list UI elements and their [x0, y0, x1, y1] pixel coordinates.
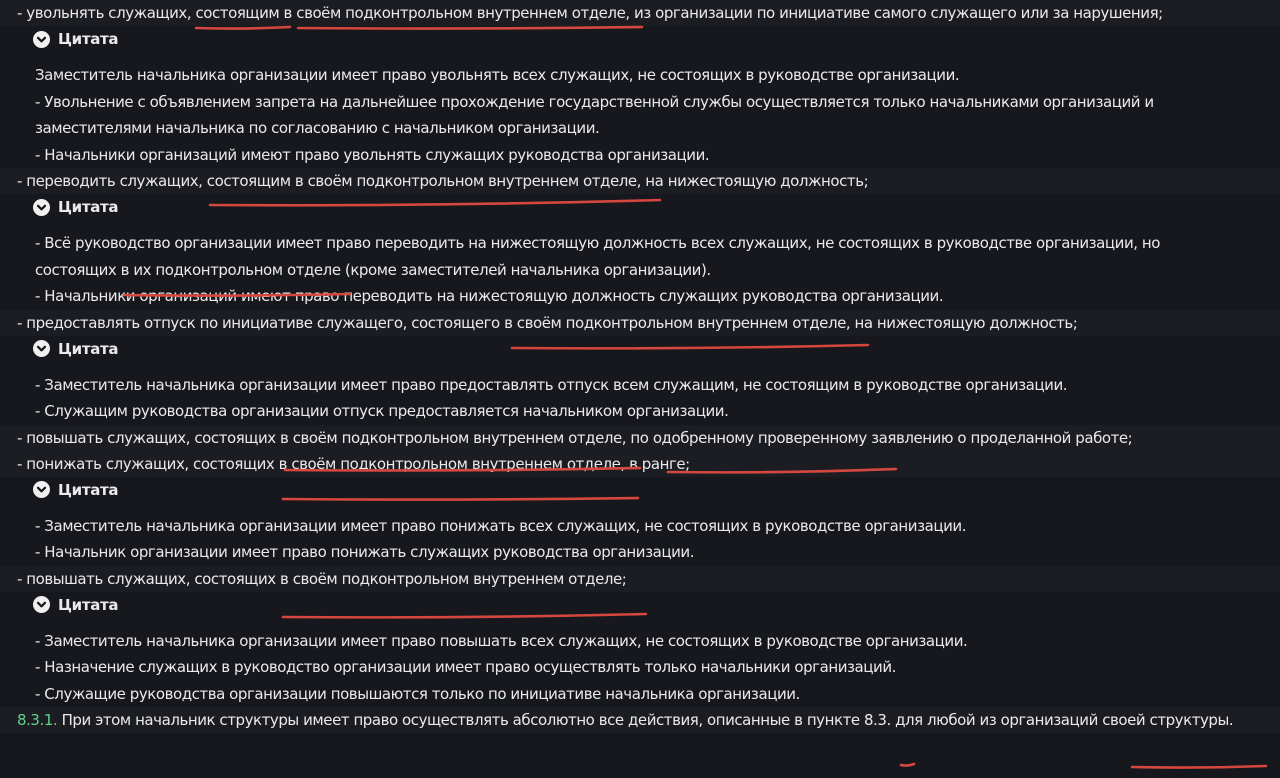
quote-block: [0, 336, 1280, 425]
quote-line: - Заместитель начальника организации имеет право повышать всех служащих, не состоящих в руководстве организации.: [35, 631, 968, 650]
quote-block: [0, 592, 1280, 708]
quote-spacer: [17, 503, 1280, 513]
quote-line: - Заместитель начальника организации имеет право понижать всех служащих, не состоящих в руководстве организации.: [35, 516, 967, 535]
quote-block: [0, 194, 1280, 310]
quote-toggle[interactable]: [17, 194, 1280, 220]
quote-line: заместителями начальника по согласованию с начальником организации.: [35, 119, 600, 137]
list-item: - понижать служащих, состоящих в своём подконтрольном внутреннем отделе, в ранге;: [0, 451, 1280, 477]
chevron-down-icon[interactable]: [33, 596, 50, 613]
quote-line: - Служащим руководства организации отпуск предоставляется начальником организации.: [35, 402, 729, 420]
red-underline-mark: [1132, 766, 1266, 768]
quote-toggle[interactable]: [17, 477, 1280, 503]
quote-line: - Назначение служащих в руководство организации имеет право осуществлять только начальники организаций.: [35, 658, 896, 676]
quote-spacer: [17, 220, 1280, 230]
quote-label: Цитата: [58, 595, 119, 614]
chevron-down-icon[interactable]: [33, 31, 50, 48]
quote-label: Цитата: [58, 198, 119, 216]
quote-block: [0, 477, 1280, 566]
section-number: 8.3.1.: [17, 711, 58, 729]
quote-line: - Начальники организаций имеют право переводить на нижестоящую должность служащих руководства организации.: [35, 287, 944, 305]
quote-label: Цитата: [58, 480, 119, 499]
quote-spacer: [17, 52, 1280, 62]
quote-line: - Заместитель начальника организации имеет право предоставлять отпуск всем служащим, не состоящим в руководстве организации.: [35, 375, 1068, 394]
quote-label: Цитата: [58, 339, 119, 358]
quote-line: состоящих в их подконтрольном отделе (кроме заместителей начальника организации).: [35, 260, 711, 279]
quote-line: - Начальник организации имеет право понижать служащих руководства организации.: [35, 543, 695, 561]
quote-line: - Увольнение с объявлением запрета на дальнейшее прохождение государственной службы осуществляется только начальниками организаций и: [35, 92, 1154, 111]
section-paragraph: [0, 707, 1280, 733]
list-item: - повышать служащих, состоящих в своём подконтрольном внутреннем отделе, по одобренному проверенному заявлению о проделанной работе;: [0, 425, 1280, 451]
chevron-down-icon[interactable]: [33, 199, 50, 216]
red-underline-mark: [901, 764, 914, 766]
quote-toggle[interactable]: [17, 26, 1280, 52]
chevron-down-icon[interactable]: [33, 340, 50, 357]
quote-spacer: [17, 362, 1280, 372]
quote-line: - Начальники организаций имеют право увольнять служащих руководства организации.: [35, 145, 710, 164]
list-item: - увольнять служащих, состоящим в своём подконтрольном внутреннем отделе, из организации по инициативе самого служащего или за нарушения;: [0, 0, 1280, 26]
list-item: - предоставлять отпуск по инициативе служащего, состоящего в своём подконтрольном внутреннем отделе, на нижестоящую должность;: [0, 310, 1280, 336]
quote-label: Цитата: [58, 30, 119, 48]
list-item: - переводить служащих, состоящим в своём подконтрольном внутреннем отделе, на нижестоящую должность;: [0, 168, 1280, 194]
quote-line: - Всё руководство организации имеет право переводить на нижестоящую должность всех служащих, не состоящих в руководстве организации, но: [35, 234, 1160, 252]
quote-toggle[interactable]: [17, 336, 1280, 362]
quote-line: Заместитель начальника организации имеет право увольнять всех служащих, не состоящих в руководстве организации.: [35, 66, 960, 84]
section-text: При этом начальник структуры имеет право осуществлять абсолютно все действия, описанные в пункте 8.3. для любой из организаций своей структуры.: [57, 711, 1234, 729]
chevron-down-icon[interactable]: [33, 481, 50, 498]
list-item: - повышать служащих, состоящих в своём подконтрольном внутреннем отделе;: [0, 566, 1280, 592]
quote-spacer: [17, 618, 1280, 628]
quote-line: - Служащие руководства организации повышаются только по инициативе начальника организации.: [35, 684, 800, 703]
quote-block: [0, 26, 1280, 168]
quote-toggle[interactable]: [17, 592, 1280, 618]
